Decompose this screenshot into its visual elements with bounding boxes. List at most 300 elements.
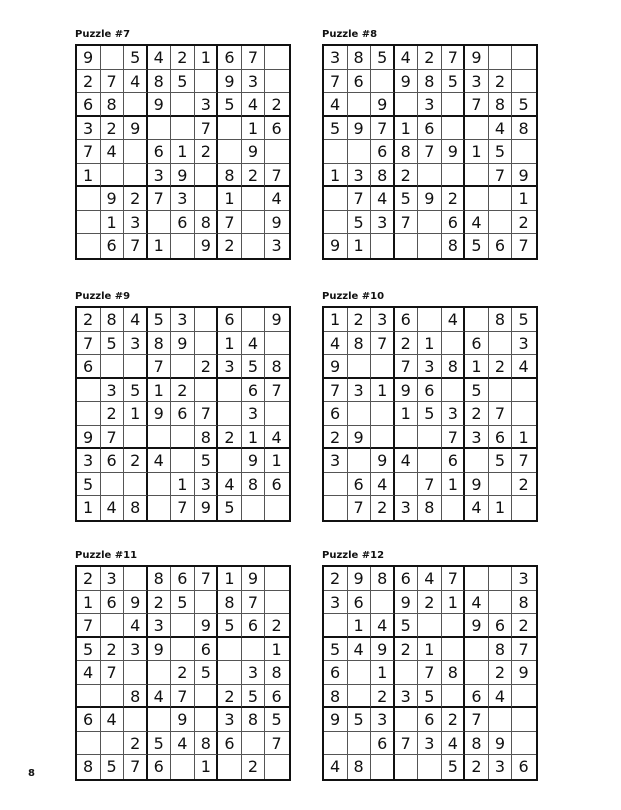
sudoku-cell: 6 [101, 449, 125, 473]
sudoku-cell [418, 426, 442, 450]
sudoku-cell: 2 [77, 567, 101, 591]
sudoku-cell: 9 [512, 661, 536, 685]
sudoku-cell [465, 308, 489, 332]
sudoku-cell: 6 [324, 402, 348, 426]
sudoku-cell: 1 [512, 187, 536, 211]
sudoku-cell: 4 [124, 308, 148, 332]
sudoku-cell: 8 [101, 93, 125, 117]
puzzle-title: Puzzle #10 [322, 291, 385, 302]
sudoku-cell: 1 [148, 379, 172, 403]
sudoku-cell: 7 [101, 70, 125, 94]
sudoku-cell [442, 164, 466, 188]
sudoku-cell: 6 [148, 755, 172, 779]
sudoku-cell [265, 591, 289, 615]
sudoku-cell: 6 [371, 732, 395, 756]
sudoku-cell [371, 402, 395, 426]
sudoku-cell: 1 [218, 332, 242, 356]
sudoku-cell: 2 [418, 46, 442, 70]
sudoku-cell: 2 [265, 614, 289, 638]
sudoku-cell: 3 [418, 93, 442, 117]
sudoku-cell: 4 [489, 117, 513, 141]
puzzle-11 [75, 549, 291, 781]
sudoku-cell: 7 [512, 638, 536, 662]
sudoku-cell [324, 140, 348, 164]
sudoku-cell: 8 [195, 426, 219, 450]
sudoku-cell: 7 [395, 355, 419, 379]
sudoku-cell: 9 [148, 402, 172, 426]
sudoku-cell: 9 [218, 70, 242, 94]
sudoku-cell [124, 355, 148, 379]
sudoku-cell: 2 [195, 140, 219, 164]
sudoku-cell [489, 46, 513, 70]
sudoku-cell: 8 [512, 117, 536, 141]
sudoku-cell: 2 [77, 70, 101, 94]
sudoku-cell: 4 [442, 732, 466, 756]
sudoku-cell: 2 [395, 638, 419, 662]
sudoku-cell: 2 [171, 379, 195, 403]
sudoku-cell: 7 [265, 164, 289, 188]
sudoku-cell: 3 [512, 567, 536, 591]
sudoku-cell: 6 [418, 379, 442, 403]
sudoku-cell: 3 [195, 93, 219, 117]
sudoku-cell: 6 [348, 473, 372, 497]
sudoku-cell [348, 685, 372, 709]
puzzle-9 [75, 290, 291, 522]
sudoku-cell: 9 [465, 614, 489, 638]
sudoku-cell: 7 [371, 332, 395, 356]
sudoku-cell: 2 [242, 755, 266, 779]
sudoku-cell: 4 [242, 93, 266, 117]
sudoku-cell [442, 332, 466, 356]
sudoku-cell [148, 661, 172, 685]
sudoku-cell: 9 [442, 140, 466, 164]
sudoku-cell: 8 [242, 473, 266, 497]
sudoku-cell [324, 732, 348, 756]
sudoku-cell: 3 [242, 661, 266, 685]
sudoku-cell [512, 708, 536, 732]
sudoku-cell [195, 591, 219, 615]
sudoku-cell: 3 [124, 332, 148, 356]
sudoku-cell [171, 234, 195, 258]
sudoku-cell [512, 402, 536, 426]
sudoku-cell: 5 [465, 379, 489, 403]
sudoku-cell: 8 [442, 355, 466, 379]
sudoku-cell: 4 [465, 591, 489, 615]
sudoku-cell: 5 [148, 732, 172, 756]
sudoku-cell: 6 [324, 661, 348, 685]
sudoku-cell: 7 [395, 732, 419, 756]
puzzle-7 [75, 28, 291, 260]
sudoku-cell: 5 [218, 496, 242, 520]
sudoku-cell: 7 [442, 46, 466, 70]
sudoku-cell: 1 [218, 187, 242, 211]
sudoku-cell: 5 [512, 308, 536, 332]
sudoku-cell: 9 [465, 46, 489, 70]
sudoku-grid [75, 306, 291, 522]
sudoku-cell [218, 755, 242, 779]
sudoku-cell: 1 [489, 496, 513, 520]
sudoku-cell: 2 [77, 308, 101, 332]
sudoku-cell: 7 [512, 449, 536, 473]
sudoku-cell [218, 140, 242, 164]
sudoku-cell [195, 70, 219, 94]
sudoku-cell [171, 93, 195, 117]
sudoku-cell: 4 [77, 661, 101, 685]
sudoku-cell: 8 [148, 332, 172, 356]
sudoku-cell [265, 332, 289, 356]
sudoku-cell: 4 [148, 46, 172, 70]
sudoku-cell [148, 426, 172, 450]
sudoku-cell: 3 [77, 449, 101, 473]
sudoku-cell: 2 [265, 93, 289, 117]
sudoku-cell: 2 [465, 755, 489, 779]
sudoku-cell: 7 [195, 567, 219, 591]
sudoku-cell: 5 [171, 70, 195, 94]
sudoku-cell: 7 [195, 117, 219, 141]
sudoku-cell [195, 379, 219, 403]
sudoku-cell [348, 93, 372, 117]
puzzle-12 [322, 549, 538, 781]
sudoku-cell: 7 [418, 140, 442, 164]
sudoku-cell [489, 379, 513, 403]
sudoku-cell: 3 [395, 496, 419, 520]
sudoku-cell: 3 [101, 379, 125, 403]
sudoku-cell: 1 [418, 638, 442, 662]
sudoku-cell: 4 [371, 473, 395, 497]
sudoku-cell: 5 [171, 591, 195, 615]
sudoku-cell [465, 638, 489, 662]
sudoku-cell: 1 [418, 332, 442, 356]
sudoku-cell: 3 [348, 379, 372, 403]
sudoku-cell: 7 [489, 164, 513, 188]
sudoku-cell: 4 [101, 496, 125, 520]
sudoku-cell [218, 379, 242, 403]
sudoku-cell: 3 [324, 46, 348, 70]
sudoku-cell: 6 [395, 308, 419, 332]
sudoku-cell [465, 661, 489, 685]
sudoku-cell: 2 [101, 402, 125, 426]
sudoku-cell: 7 [171, 496, 195, 520]
sudoku-grid [322, 44, 538, 260]
sudoku-cell: 6 [171, 211, 195, 235]
sudoku-cell: 5 [77, 473, 101, 497]
sudoku-cell: 3 [101, 567, 125, 591]
sudoku-cell [348, 402, 372, 426]
sudoku-cell [442, 379, 466, 403]
sudoku-cell: 2 [395, 332, 419, 356]
sudoku-cell: 8 [465, 732, 489, 756]
sudoku-cell: 2 [371, 685, 395, 709]
sudoku-cell: 4 [242, 332, 266, 356]
sudoku-cell: 2 [124, 187, 148, 211]
sudoku-cell: 1 [195, 755, 219, 779]
sudoku-cell: 7 [395, 211, 419, 235]
sudoku-cell [348, 661, 372, 685]
sudoku-cell: 2 [218, 685, 242, 709]
sudoku-cell [242, 496, 266, 520]
sudoku-cell [348, 449, 372, 473]
sudoku-cell: 3 [465, 426, 489, 450]
sudoku-cell [324, 614, 348, 638]
sudoku-cell [395, 426, 419, 450]
sudoku-cell [242, 187, 266, 211]
sudoku-cell: 8 [371, 567, 395, 591]
sudoku-cell: 9 [512, 164, 536, 188]
sudoku-grid [322, 565, 538, 781]
sudoku-cell [124, 661, 148, 685]
sudoku-cell: 5 [195, 661, 219, 685]
sudoku-cell: 6 [489, 234, 513, 258]
sudoku-cell: 7 [101, 426, 125, 450]
sudoku-cell [195, 685, 219, 709]
sudoku-cell [101, 685, 125, 709]
sudoku-cell: 4 [418, 567, 442, 591]
sudoku-cell: 3 [124, 211, 148, 235]
sudoku-cell [489, 708, 513, 732]
sudoku-cell: 3 [442, 402, 466, 426]
sudoku-cell: 8 [348, 332, 372, 356]
sudoku-cell: 7 [348, 187, 372, 211]
sudoku-cell: 1 [465, 140, 489, 164]
sudoku-cell: 7 [124, 234, 148, 258]
sudoku-cell: 9 [465, 473, 489, 497]
sudoku-cell: 6 [395, 567, 419, 591]
sudoku-cell: 3 [148, 614, 172, 638]
sudoku-cell [418, 211, 442, 235]
sudoku-cell [489, 187, 513, 211]
sudoku-cell [348, 355, 372, 379]
sudoku-cell [489, 332, 513, 356]
sudoku-cell [371, 355, 395, 379]
sudoku-cell: 6 [171, 567, 195, 591]
sudoku-cell: 3 [348, 164, 372, 188]
sudoku-cell: 1 [218, 567, 242, 591]
sudoku-cell [171, 355, 195, 379]
sudoku-cell [218, 117, 242, 141]
sudoku-cell: 8 [265, 355, 289, 379]
sudoku-cell: 2 [489, 70, 513, 94]
sudoku-cell: 9 [348, 426, 372, 450]
sudoku-cell: 9 [242, 449, 266, 473]
sudoku-cell: 4 [489, 685, 513, 709]
sudoku-cell: 1 [148, 234, 172, 258]
sudoku-cell: 9 [265, 211, 289, 235]
puzzle-title: Puzzle #7 [75, 29, 131, 40]
sudoku-cell: 1 [348, 234, 372, 258]
sudoku-cell: 5 [242, 685, 266, 709]
sudoku-cell [395, 234, 419, 258]
sudoku-cell [77, 685, 101, 709]
sudoku-grid [322, 306, 538, 522]
sudoku-cell: 6 [218, 308, 242, 332]
sudoku-cell [512, 732, 536, 756]
sudoku-cell: 3 [371, 708, 395, 732]
sudoku-cell: 9 [324, 708, 348, 732]
sudoku-cell [265, 70, 289, 94]
sudoku-cell [195, 332, 219, 356]
sudoku-cell: 7 [195, 402, 219, 426]
sudoku-cell: 5 [465, 234, 489, 258]
sudoku-cell: 7 [442, 567, 466, 591]
sudoku-cell [418, 308, 442, 332]
sudoku-cell: 7 [148, 187, 172, 211]
sudoku-cell: 7 [324, 379, 348, 403]
sudoku-cell: 9 [77, 426, 101, 450]
sudoku-cell: 6 [242, 614, 266, 638]
sudoku-cell [77, 187, 101, 211]
sudoku-cell [101, 732, 125, 756]
sudoku-cell [124, 708, 148, 732]
sudoku-cell: 3 [395, 685, 419, 709]
sudoku-cell [148, 473, 172, 497]
sudoku-cell: 8 [512, 591, 536, 615]
sudoku-cell: 6 [489, 614, 513, 638]
sudoku-cell: 9 [348, 567, 372, 591]
sudoku-cell [512, 685, 536, 709]
sudoku-cell: 9 [418, 187, 442, 211]
sudoku-cell: 6 [348, 591, 372, 615]
sudoku-cell [265, 140, 289, 164]
sudoku-cell: 4 [465, 496, 489, 520]
sudoku-cell: 6 [77, 355, 101, 379]
sudoku-cell: 7 [242, 591, 266, 615]
sudoku-cell [148, 117, 172, 141]
sudoku-cell: 8 [101, 308, 125, 332]
sudoku-cell: 6 [171, 402, 195, 426]
sudoku-cell [171, 449, 195, 473]
sudoku-cell: 6 [518, 757, 529, 777]
sudoku-cell [442, 496, 466, 520]
sudoku-cell: 7 [465, 93, 489, 117]
sudoku-cell: 9 [265, 308, 289, 332]
sudoku-cell: 5 [348, 211, 372, 235]
sudoku-cell: 5 [489, 449, 513, 473]
sudoku-cell: 7 [77, 614, 101, 638]
sudoku-cell: 5 [489, 140, 513, 164]
sudoku-cell: 5 [124, 379, 148, 403]
sudoku-cell [489, 591, 513, 615]
sudoku-cell: 6 [148, 140, 172, 164]
sudoku-cell: 9 [101, 187, 125, 211]
sudoku-cell: 2 [418, 591, 442, 615]
sudoku-cell: 5 [77, 638, 101, 662]
sudoku-cell: 9 [171, 164, 195, 188]
sudoku-cell: 5 [324, 117, 348, 141]
sudoku-cell [489, 211, 513, 235]
sudoku-cell [324, 187, 348, 211]
sudoku-cell: 9 [124, 117, 148, 141]
sudoku-cell [418, 755, 442, 779]
sudoku-cell: 9 [348, 117, 372, 141]
sudoku-cell: 8 [265, 661, 289, 685]
sudoku-cell: 8 [395, 140, 419, 164]
sudoku-cell: 9 [242, 140, 266, 164]
sudoku-cell: 1 [124, 402, 148, 426]
sudoku-cell: 8 [148, 567, 172, 591]
sudoku-cell: 4 [124, 70, 148, 94]
sudoku-cell [218, 661, 242, 685]
sudoku-cell: 5 [442, 70, 466, 94]
sudoku-cell [171, 755, 195, 779]
sudoku-cell: 1 [512, 426, 536, 450]
sudoku-cell [124, 164, 148, 188]
sudoku-cell [348, 732, 372, 756]
sudoku-cell [101, 355, 125, 379]
sudoku-cell: 6 [265, 117, 289, 141]
sudoku-cell: 6 [77, 93, 101, 117]
sudoku-cell: 9 [77, 46, 101, 70]
sudoku-cell [371, 591, 395, 615]
sudoku-cell [395, 473, 419, 497]
sudoku-cell: 7 [77, 332, 101, 356]
sudoku-cell: 5 [395, 187, 419, 211]
sudoku-cell: 1 [371, 379, 395, 403]
sudoku-cell: 3 [324, 449, 348, 473]
puzzle-10 [322, 290, 538, 522]
sudoku-cell: 5 [371, 46, 395, 70]
sudoku-cell: 2 [242, 164, 266, 188]
sudoku-cell [371, 70, 395, 94]
sudoku-cell [371, 234, 395, 258]
sudoku-cell [418, 234, 442, 258]
sudoku-cell: 2 [218, 426, 242, 450]
sudoku-cell: 8 [442, 234, 466, 258]
sudoku-cell [442, 614, 466, 638]
sudoku-cell: 9 [242, 567, 266, 591]
sudoku-cell: 5 [101, 755, 125, 779]
sudoku-cell: 1 [324, 164, 348, 188]
sudoku-cell: 7 [324, 70, 348, 94]
sudoku-cell [242, 211, 266, 235]
sudoku-cell: 9 [395, 379, 419, 403]
sudoku-cell: 9 [395, 591, 419, 615]
sudoku-cell: 1 [77, 496, 101, 520]
sudoku-cell: 7 [218, 211, 242, 235]
sudoku-cell: 4 [371, 614, 395, 638]
sudoku-cell [77, 234, 101, 258]
sudoku-cell [171, 638, 195, 662]
sudoku-cell [148, 211, 172, 235]
sudoku-cell: 7 [465, 708, 489, 732]
sudoku-cell [395, 708, 419, 732]
sudoku-cell: 4 [101, 708, 125, 732]
sudoku-cell: 8 [195, 211, 219, 235]
sudoku-cell: 3 [418, 732, 442, 756]
sudoku-cell: 9 [195, 234, 219, 258]
sudoku-cell: 2 [218, 234, 242, 258]
sudoku-cell [77, 379, 101, 403]
sudoku-cell: 3 [124, 638, 148, 662]
sudoku-cell: 3 [242, 402, 266, 426]
sudoku-cell [465, 449, 489, 473]
sudoku-cell: 3 [512, 332, 536, 356]
sudoku-cell: 4 [324, 332, 348, 356]
puzzle-title: Puzzle #11 [75, 550, 138, 561]
sudoku-cell: 5 [265, 708, 289, 732]
sudoku-cell: 2 [171, 46, 195, 70]
sudoku-cell: 8 [371, 164, 395, 188]
sudoku-cell: 5 [348, 708, 372, 732]
sudoku-cell: 2 [489, 661, 513, 685]
sudoku-cell: 9 [171, 332, 195, 356]
sudoku-cell: 1 [77, 591, 101, 615]
sudoku-cell: 2 [442, 708, 466, 732]
sudoku-cell: 3 [271, 236, 282, 256]
sudoku-cell: 4 [218, 473, 242, 497]
sudoku-cell: 9 [324, 234, 348, 258]
sudoku-cell: 4 [171, 732, 195, 756]
sudoku-cell: 5 [418, 402, 442, 426]
